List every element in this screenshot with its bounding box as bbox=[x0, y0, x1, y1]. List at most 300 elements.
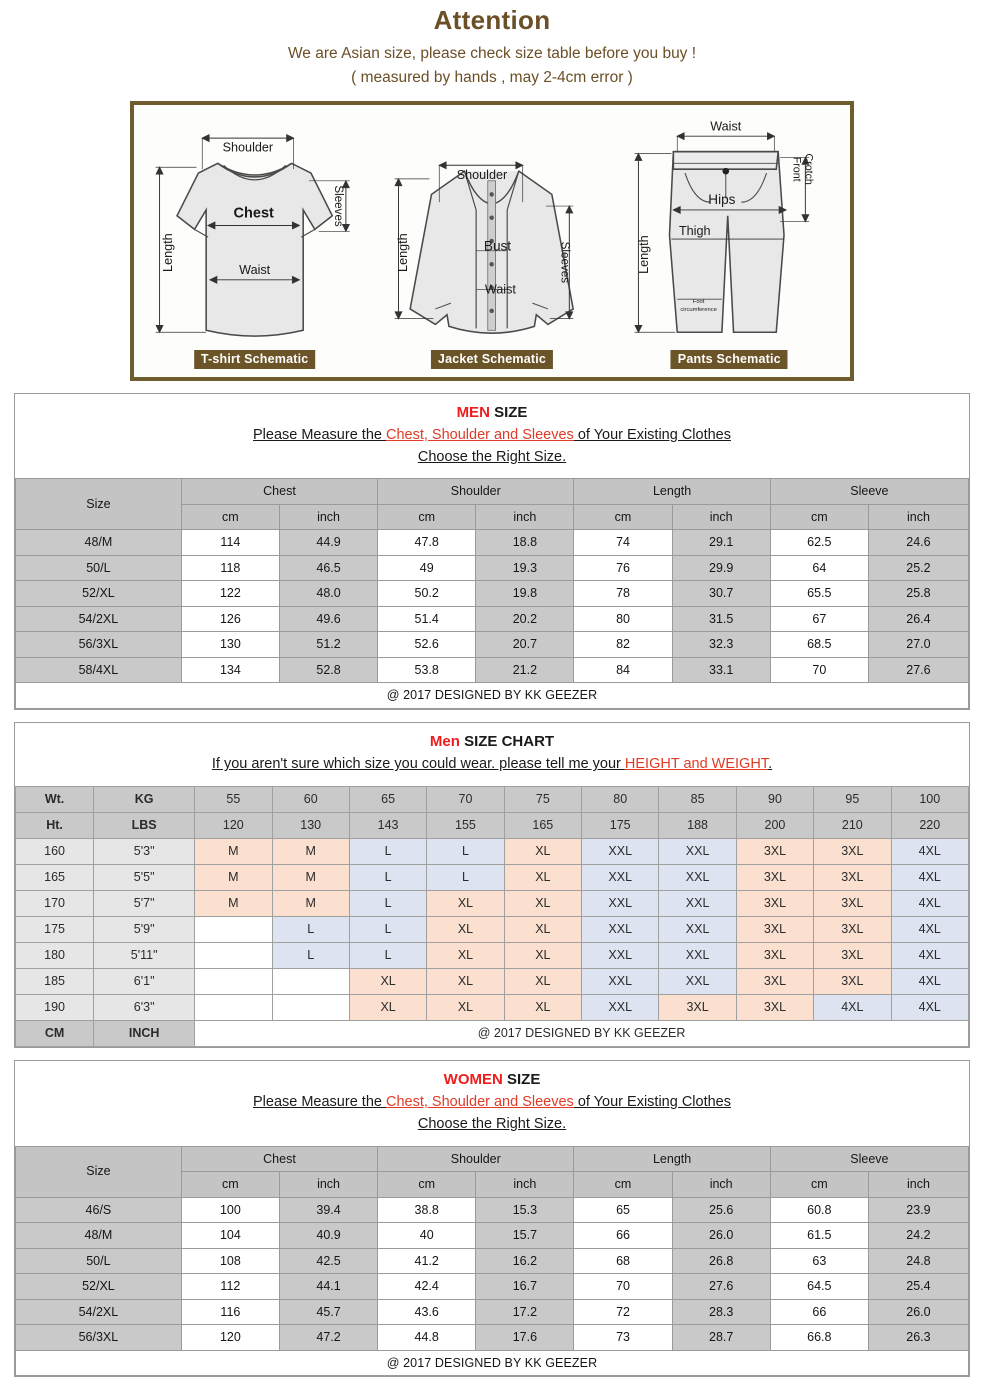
table-row bbox=[16, 555, 969, 581]
men-size-group-chest: Chest bbox=[181, 479, 377, 505]
measure-cell: 42.4 bbox=[378, 1274, 476, 1300]
measure-cell: 134 bbox=[181, 657, 279, 683]
size-cell: 52/XL bbox=[16, 581, 182, 607]
measure-cell: 26.8 bbox=[672, 1248, 770, 1274]
measure-cell: 72 bbox=[574, 1299, 672, 1325]
size-recommendation-cell: XXL bbox=[582, 994, 659, 1020]
size-recommendation-cell: XXL bbox=[659, 916, 736, 942]
measure-cell: 52.8 bbox=[279, 657, 377, 683]
size-cell: 50/L bbox=[16, 1248, 182, 1274]
size-recommendation-cell: L bbox=[349, 942, 426, 968]
measure-cell: 74 bbox=[574, 530, 672, 556]
size-recommendation-cell: L bbox=[427, 838, 504, 864]
measure-cell: 41.2 bbox=[378, 1248, 476, 1274]
lbs-value: 200 bbox=[736, 812, 813, 838]
men-size-sub-b: Chest, Shoulder and Sleeves bbox=[385, 426, 574, 443]
men-size-unit-4: cm bbox=[574, 504, 672, 530]
size-cell: 54/2XL bbox=[16, 1299, 182, 1325]
measure-cell: 70 bbox=[770, 657, 868, 683]
height-cm-cell: 170 bbox=[16, 890, 94, 916]
table-row bbox=[16, 1299, 969, 1325]
measure-cell: 25.4 bbox=[868, 1274, 968, 1300]
height-inch-cell: 6'3" bbox=[94, 994, 195, 1020]
men-chart-title-dark: SIZE CHART bbox=[464, 732, 555, 750]
size-recommendation-cell: XL bbox=[504, 968, 581, 994]
men-size-group-header-row bbox=[16, 479, 969, 505]
measure-cell: 26.3 bbox=[868, 1325, 968, 1351]
size-recommendation-cell: 4XL bbox=[891, 994, 968, 1020]
women-size-subtitle-2 bbox=[21, 1114, 963, 1136]
measure-cell: 49.6 bbox=[279, 606, 377, 632]
men-chart-body bbox=[16, 786, 969, 1046]
pants-label-foot: Foot bbox=[692, 298, 705, 305]
measure-cell: 64.5 bbox=[770, 1274, 868, 1300]
measure-cell: 70 bbox=[574, 1274, 672, 1300]
men-size-title-red: MEN bbox=[456, 403, 490, 421]
cm-label: CM bbox=[16, 1020, 94, 1046]
women-size-unit-5: inch bbox=[672, 1172, 770, 1198]
women-size-sub-b: Chest, Shoulder and Sleeves bbox=[385, 1094, 574, 1111]
measure-cell: 18.8 bbox=[476, 530, 574, 556]
measure-cell: 40.9 bbox=[279, 1223, 377, 1249]
men-size-subtitle-2 bbox=[21, 447, 963, 469]
table-row bbox=[16, 838, 969, 864]
measure-cell: 130 bbox=[181, 632, 279, 658]
men-chart-card bbox=[14, 722, 970, 1048]
women-size-unit-2: cm bbox=[378, 1172, 476, 1198]
kg-value: 75 bbox=[504, 786, 581, 812]
size-recommendation-cell: 3XL bbox=[736, 864, 813, 890]
jacket-schematic bbox=[373, 109, 610, 373]
empty-cell bbox=[272, 994, 349, 1020]
men-size-subtitle-1 bbox=[21, 425, 963, 447]
size-recommendation-cell: 3XL bbox=[814, 838, 891, 864]
height-cm-cell: 180 bbox=[16, 942, 94, 968]
kg-value: 95 bbox=[814, 786, 891, 812]
table-row bbox=[16, 1274, 969, 1300]
measure-cell: 16.2 bbox=[476, 1248, 574, 1274]
table-row bbox=[16, 916, 969, 942]
men-size-unit-6: cm bbox=[770, 504, 868, 530]
measure-cell: 24.2 bbox=[868, 1223, 968, 1249]
measure-cell: 118 bbox=[181, 555, 279, 581]
height-inch-cell: 5'3" bbox=[94, 838, 195, 864]
measure-cell: 31.5 bbox=[672, 606, 770, 632]
table-row bbox=[16, 1325, 969, 1351]
jacket-badge: Jacket Schematic bbox=[431, 350, 553, 369]
size-recommendation-cell: M bbox=[272, 838, 349, 864]
size-recommendation-cell: 4XL bbox=[891, 838, 968, 864]
measure-cell: 68.5 bbox=[770, 632, 868, 658]
size-recommendation-cell: 3XL bbox=[814, 942, 891, 968]
pants-label-thigh: Thigh bbox=[678, 223, 711, 238]
size-recommendation-cell: XL bbox=[349, 994, 426, 1020]
empty-cell bbox=[272, 968, 349, 994]
size-cell: 56/3XL bbox=[16, 1325, 182, 1351]
size-recommendation-cell: L bbox=[272, 916, 349, 942]
women-size-sub-d: Choose the Right Size. bbox=[417, 1115, 567, 1132]
women-size-col-size: Size bbox=[16, 1146, 182, 1197]
size-cell: 50/L bbox=[16, 555, 182, 581]
measure-cell: 29.9 bbox=[672, 555, 770, 581]
height-cm-cell: 165 bbox=[16, 864, 94, 890]
measure-cell: 29.1 bbox=[672, 530, 770, 556]
measure-cell: 73 bbox=[574, 1325, 672, 1351]
lbs-value: 210 bbox=[814, 812, 891, 838]
men-size-group-length: Length bbox=[574, 479, 770, 505]
measure-cell: 104 bbox=[181, 1223, 279, 1249]
jacket-label-bust: Bust bbox=[484, 238, 512, 254]
table-row bbox=[16, 632, 969, 658]
men-size-group-sleeve: Sleeve bbox=[770, 479, 968, 505]
size-recommendation-cell: 4XL bbox=[891, 916, 968, 942]
women-size-unit-3: inch bbox=[476, 1172, 574, 1198]
men-size-table bbox=[15, 478, 969, 709]
tshirt-label-chest: Chest bbox=[233, 205, 274, 222]
chart-lbs-header-row bbox=[16, 812, 969, 838]
measure-cell: 114 bbox=[181, 530, 279, 556]
lbs-value: 165 bbox=[504, 812, 581, 838]
men-size-body bbox=[16, 530, 969, 683]
women-size-title-red: WOMEN bbox=[443, 1070, 503, 1088]
tshirt-label-length: Length bbox=[161, 232, 176, 272]
height-cm-cell: 175 bbox=[16, 916, 94, 942]
size-recommendation-cell: XXL bbox=[582, 942, 659, 968]
women-size-group-header-row bbox=[16, 1146, 969, 1172]
men-chart-title bbox=[21, 732, 963, 752]
measure-cell: 65.5 bbox=[770, 581, 868, 607]
attention-title: Attention bbox=[433, 5, 551, 35]
size-recommendation-cell: XL bbox=[427, 942, 504, 968]
empty-cell bbox=[195, 942, 272, 968]
lbs-value: 143 bbox=[349, 812, 426, 838]
size-recommendation-cell: XL bbox=[504, 890, 581, 916]
tshirt-schematic bbox=[136, 109, 373, 373]
women-size-unit-6: cm bbox=[770, 1172, 868, 1198]
measure-cell: 45.7 bbox=[279, 1299, 377, 1325]
kg-value: 65 bbox=[349, 786, 426, 812]
size-recommendation-cell: L bbox=[272, 942, 349, 968]
measure-cell: 24.8 bbox=[868, 1248, 968, 1274]
size-cell: 46/S bbox=[16, 1197, 182, 1223]
height-inch-cell: 5'7" bbox=[94, 890, 195, 916]
women-size-sub-c: of Your Existing Clothes bbox=[573, 1094, 731, 1111]
size-cell: 58/4XL bbox=[16, 657, 182, 683]
size-recommendation-cell: XL bbox=[427, 994, 504, 1020]
jacket-label-length: Length bbox=[396, 232, 411, 272]
men-chart-sub-c: . bbox=[768, 756, 773, 773]
tshirt-drawing bbox=[136, 109, 373, 373]
measure-cell: 17.6 bbox=[476, 1325, 574, 1351]
table-row bbox=[16, 657, 969, 683]
measure-cell: 20.7 bbox=[476, 632, 574, 658]
kg-value: 100 bbox=[891, 786, 968, 812]
size-recommendation-cell: XL bbox=[349, 968, 426, 994]
measure-cell: 19.3 bbox=[476, 555, 574, 581]
size-recommendation-cell: XXL bbox=[582, 864, 659, 890]
kg-value: 70 bbox=[427, 786, 504, 812]
height-inch-cell: 6'1" bbox=[94, 968, 195, 994]
size-recommendation-cell: XL bbox=[504, 994, 581, 1020]
women-size-group-shoulder: Shoulder bbox=[378, 1146, 574, 1172]
measure-cell: 20.2 bbox=[476, 606, 574, 632]
measure-cell: 23.9 bbox=[868, 1197, 968, 1223]
measure-cell: 108 bbox=[181, 1248, 279, 1274]
measure-cell: 19.8 bbox=[476, 581, 574, 607]
women-size-unit-1: inch bbox=[279, 1172, 377, 1198]
men-size-unit-7: inch bbox=[868, 504, 968, 530]
measure-cell: 51.4 bbox=[378, 606, 476, 632]
size-recommendation-cell: XXL bbox=[659, 942, 736, 968]
men-chart-sub-b: HEIGHT and WEIGHT bbox=[624, 756, 769, 773]
pants-label-foot-circumference: circumference bbox=[680, 306, 717, 313]
size-recommendation-cell: M bbox=[272, 864, 349, 890]
measure-cell: 43.6 bbox=[378, 1299, 476, 1325]
pants-label-waist: Waist bbox=[709, 118, 741, 133]
size-recommendation-cell: XXL bbox=[582, 838, 659, 864]
size-recommendation-cell: M bbox=[195, 890, 272, 916]
empty-cell bbox=[195, 968, 272, 994]
size-recommendation-cell: M bbox=[272, 890, 349, 916]
measure-cell: 40 bbox=[378, 1223, 476, 1249]
men-size-sub-c: of Your Existing Clothes bbox=[573, 426, 731, 443]
pants-drawing bbox=[611, 109, 848, 373]
kg-label: KG bbox=[94, 786, 195, 812]
size-recommendation-cell: XL bbox=[427, 890, 504, 916]
table-row bbox=[16, 864, 969, 890]
height-inch-cell: 5'5" bbox=[94, 864, 195, 890]
empty-cell bbox=[195, 994, 272, 1020]
women-size-sub-a: Please Measure the bbox=[252, 1094, 386, 1111]
size-recommendation-cell: XL bbox=[504, 942, 581, 968]
women-size-subtitle-1 bbox=[21, 1092, 963, 1114]
measure-cell: 44.9 bbox=[279, 530, 377, 556]
men-size-credit: @ 2017 DESIGNED BY KK GEEZER bbox=[16, 683, 969, 709]
table-row bbox=[16, 606, 969, 632]
lbs-value: 220 bbox=[891, 812, 968, 838]
women-size-group-sleeve: Sleeve bbox=[770, 1146, 968, 1172]
table-row bbox=[16, 1197, 969, 1223]
men-chart-sub-a: If you aren't sure which size you could wear. please tell me your bbox=[211, 756, 625, 773]
attention-header bbox=[0, 0, 984, 90]
table-row bbox=[16, 942, 969, 968]
men-size-unit-5: inch bbox=[672, 504, 770, 530]
women-size-title bbox=[21, 1070, 963, 1090]
table-row bbox=[16, 1248, 969, 1274]
men-chart-credit: @ 2017 DESIGNED BY KK GEEZER bbox=[195, 1020, 969, 1046]
size-recommendation-cell: XL bbox=[427, 916, 504, 942]
size-recommendation-cell: 4XL bbox=[891, 942, 968, 968]
measure-cell: 68 bbox=[574, 1248, 672, 1274]
men-size-group-shoulder: Shoulder bbox=[378, 479, 574, 505]
measure-cell: 47.8 bbox=[378, 530, 476, 556]
measure-cell: 53.8 bbox=[378, 657, 476, 683]
measure-cell: 66.8 bbox=[770, 1325, 868, 1351]
size-recommendation-cell: 3XL bbox=[736, 916, 813, 942]
men-size-unit-1: inch bbox=[279, 504, 377, 530]
kg-value: 85 bbox=[659, 786, 736, 812]
table-row bbox=[16, 581, 969, 607]
measure-cell: 28.7 bbox=[672, 1325, 770, 1351]
measure-cell: 49 bbox=[378, 555, 476, 581]
size-recommendation-cell: M bbox=[195, 864, 272, 890]
men-size-credit-row bbox=[16, 683, 969, 709]
lbs-label: LBS bbox=[94, 812, 195, 838]
kg-value: 90 bbox=[736, 786, 813, 812]
measure-cell: 28.3 bbox=[672, 1299, 770, 1325]
men-size-sub-a: Please Measure the bbox=[252, 426, 386, 443]
size-recommendation-cell: L bbox=[427, 864, 504, 890]
men-size-unit-0: cm bbox=[181, 504, 279, 530]
height-cm-cell: 160 bbox=[16, 838, 94, 864]
measure-cell: 80 bbox=[574, 606, 672, 632]
women-size-credit: @ 2017 DESIGNED BY KK GEEZER bbox=[16, 1350, 969, 1376]
women-size-unit-0: cm bbox=[181, 1172, 279, 1198]
measure-cell: 51.2 bbox=[279, 632, 377, 658]
tshirt-label-shoulder: Shoulder bbox=[222, 140, 274, 155]
measure-cell: 120 bbox=[181, 1325, 279, 1351]
measure-cell: 32.3 bbox=[672, 632, 770, 658]
size-recommendation-cell: L bbox=[349, 864, 426, 890]
measure-cell: 67 bbox=[770, 606, 868, 632]
lbs-value: 155 bbox=[427, 812, 504, 838]
kg-value: 60 bbox=[272, 786, 349, 812]
height-inch-cell: 5'9" bbox=[94, 916, 195, 942]
women-size-card bbox=[14, 1060, 970, 1377]
measure-cell: 27.6 bbox=[868, 657, 968, 683]
size-recommendation-cell: 4XL bbox=[891, 890, 968, 916]
size-recommendation-cell: XXL bbox=[659, 838, 736, 864]
size-recommendation-cell: XXL bbox=[659, 864, 736, 890]
size-recommendation-cell: 3XL bbox=[814, 968, 891, 994]
size-recommendation-cell: XL bbox=[504, 916, 581, 942]
size-cell: 52/XL bbox=[16, 1274, 182, 1300]
measure-cell: 62.5 bbox=[770, 530, 868, 556]
size-recommendation-cell: XL bbox=[504, 864, 581, 890]
schematic-frame bbox=[130, 101, 854, 381]
size-cell: 56/3XL bbox=[16, 632, 182, 658]
chart-weight-header-row bbox=[16, 786, 969, 812]
men-size-unit-2: cm bbox=[378, 504, 476, 530]
size-recommendation-cell: XXL bbox=[582, 916, 659, 942]
pants-schematic bbox=[611, 109, 848, 373]
height-label: Ht. bbox=[16, 812, 94, 838]
weight-label: Wt. bbox=[16, 786, 94, 812]
measure-cell: 47.2 bbox=[279, 1325, 377, 1351]
size-recommendation-cell: M bbox=[195, 838, 272, 864]
size-recommendation-cell: 3XL bbox=[814, 890, 891, 916]
women-size-title-dark: SIZE bbox=[507, 1070, 541, 1088]
men-size-title bbox=[21, 403, 963, 423]
measure-cell: 26.4 bbox=[868, 606, 968, 632]
measure-cell: 24.6 bbox=[868, 530, 968, 556]
measure-cell: 84 bbox=[574, 657, 672, 683]
measure-cell: 122 bbox=[181, 581, 279, 607]
size-recommendation-cell: XL bbox=[504, 838, 581, 864]
measure-cell: 27.6 bbox=[672, 1274, 770, 1300]
measure-cell: 33.1 bbox=[672, 657, 770, 683]
pants-label-hips: Hips bbox=[707, 191, 736, 207]
jacket-label-shoulder: Shoulder bbox=[457, 167, 508, 182]
measure-cell: 52.6 bbox=[378, 632, 476, 658]
size-recommendation-cell: 3XL bbox=[736, 890, 813, 916]
measure-cell: 64 bbox=[770, 555, 868, 581]
measure-cell: 16.7 bbox=[476, 1274, 574, 1300]
pants-label-crotch: Crotch bbox=[802, 153, 815, 185]
bottom-spacer bbox=[0, 1377, 984, 1391]
size-recommendation-cell: XXL bbox=[659, 890, 736, 916]
pants-badge: Pants Schematic bbox=[671, 350, 788, 369]
women-size-table bbox=[15, 1146, 969, 1377]
size-recommendation-cell: 3XL bbox=[814, 864, 891, 890]
measure-cell: 63 bbox=[770, 1248, 868, 1274]
men-chart-subtitle bbox=[21, 754, 963, 776]
table-row bbox=[16, 968, 969, 994]
men-size-card bbox=[14, 393, 970, 710]
chart-credit-row bbox=[16, 1020, 969, 1046]
table-row bbox=[16, 1223, 969, 1249]
measure-cell: 44.8 bbox=[378, 1325, 476, 1351]
men-size-col-size: Size bbox=[16, 479, 182, 530]
height-cm-cell: 190 bbox=[16, 994, 94, 1020]
measure-cell: 25.8 bbox=[868, 581, 968, 607]
measure-cell: 42.5 bbox=[279, 1248, 377, 1274]
size-recommendation-cell: 4XL bbox=[814, 994, 891, 1020]
measure-cell: 65 bbox=[574, 1197, 672, 1223]
men-chart-header bbox=[15, 723, 969, 786]
table-row bbox=[16, 530, 969, 556]
lbs-value: 130 bbox=[272, 812, 349, 838]
size-recommendation-cell: XXL bbox=[582, 890, 659, 916]
size-recommendation-cell: L bbox=[349, 916, 426, 942]
measure-cell: 61.5 bbox=[770, 1223, 868, 1249]
size-recommendation-cell: L bbox=[349, 890, 426, 916]
measure-cell: 25.6 bbox=[672, 1197, 770, 1223]
measure-cell: 39.4 bbox=[279, 1197, 377, 1223]
jacket-drawing bbox=[373, 109, 610, 373]
inch-label: INCH bbox=[94, 1020, 195, 1046]
kg-value: 80 bbox=[582, 786, 659, 812]
measure-cell: 60.8 bbox=[770, 1197, 868, 1223]
measure-cell: 82 bbox=[574, 632, 672, 658]
men-size-sub-d: Choose the Right Size. bbox=[417, 448, 567, 465]
measure-cell: 26.0 bbox=[868, 1299, 968, 1325]
measure-cell: 116 bbox=[181, 1299, 279, 1325]
size-recommendation-cell: 3XL bbox=[736, 968, 813, 994]
size-recommendation-cell: 3XL bbox=[814, 916, 891, 942]
measure-cell: 66 bbox=[574, 1223, 672, 1249]
men-chart-table bbox=[15, 786, 969, 1047]
women-size-body bbox=[16, 1197, 969, 1350]
measure-cell: 126 bbox=[181, 606, 279, 632]
size-cell: 48/M bbox=[16, 530, 182, 556]
table-row bbox=[16, 890, 969, 916]
men-chart-title-red: Men bbox=[429, 732, 460, 750]
kg-value: 55 bbox=[195, 786, 272, 812]
size-recommendation-cell: 3XL bbox=[659, 994, 736, 1020]
lbs-value: 175 bbox=[582, 812, 659, 838]
size-recommendation-cell: XXL bbox=[659, 968, 736, 994]
lbs-value: 188 bbox=[659, 812, 736, 838]
height-cm-cell: 185 bbox=[16, 968, 94, 994]
women-size-unit-7: inch bbox=[868, 1172, 968, 1198]
measure-cell: 46.5 bbox=[279, 555, 377, 581]
attention-line-2: ( measured by hands , may 2-4cm error ) bbox=[351, 68, 633, 86]
size-recommendation-cell: 4XL bbox=[891, 968, 968, 994]
pants-label-length: Length bbox=[636, 234, 651, 274]
measure-cell: 44.1 bbox=[279, 1274, 377, 1300]
size-recommendation-cell: XL bbox=[427, 968, 504, 994]
